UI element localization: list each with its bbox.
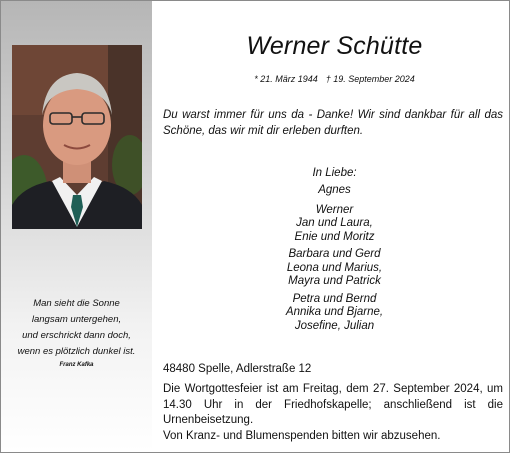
family-member: Leona und Marius, [286,261,383,274]
address: 48480 Spelle, Adlerstraße 12 [163,363,312,375]
family-list [161,165,508,337]
intro-text: Du warst immer für uns da - Danke! Wir sind dankbar für all das Schöne, das wir mit dir erleben durften. [163,109,503,137]
quote-block [5,296,148,370]
donation-request: Von Kranz- und Blumenspenden bitten wir abzusehen. [163,430,441,442]
family-member: Mayra und Patrick [288,275,381,287]
family-group [161,184,508,198]
quote-line: und erschrickt dann doch, [22,330,131,341]
service-info: Die Wortgottesfeier ist am Freitag, dem 27. September 2024, um 14.30 Uhr in der Friedhofskapelle; anschließend ist die Urnenbeisetzung. [163,383,503,426]
family-member: Agnes [318,184,351,196]
quote-author: Franz Kafka [59,362,94,368]
quote-line: Man sieht die Sonne [33,298,120,309]
family-member: Josefine, Julian [294,319,375,332]
sidebar-panel [1,1,152,452]
deceased-name: Werner Schütte [246,32,423,60]
family-member: Jan und Laura, [296,217,373,229]
family-member: Enie und Moritz [294,230,375,243]
family-member: Barbara und Gerd [288,248,381,260]
family-member: Werner [315,203,354,216]
birth-date: * 21. März 1944 [254,74,318,84]
family-group [161,293,508,334]
death-date: † 19. September 2024 [325,74,415,84]
family-group [161,248,508,289]
quote-line: wenn es plötzlich dunkel ist. [17,346,136,357]
quote-line: langsam untergehen, [31,314,122,325]
family-group [161,204,508,245]
family-member: Annika und Bjarne, [285,306,384,318]
family-member: Petra und Bernd [292,292,377,305]
family-heading: In Liebe: [312,167,357,179]
life-dates [161,73,508,85]
portrait-photo [12,45,142,229]
